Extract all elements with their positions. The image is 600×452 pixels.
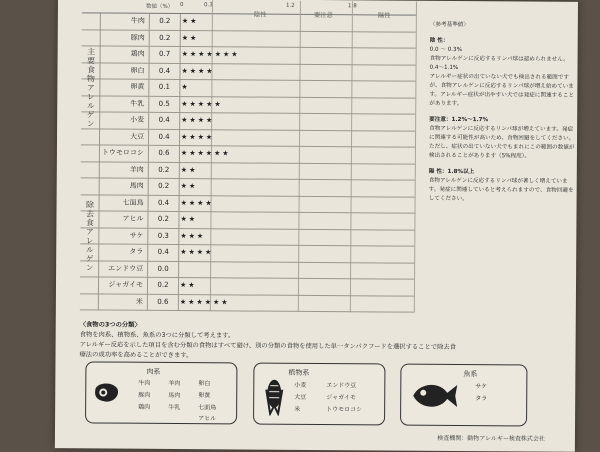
fish-icon <box>409 379 459 413</box>
star-rating: ★★ <box>181 33 199 42</box>
food-value: 0.3 <box>148 228 179 244</box>
groups-description <box>79 320 559 363</box>
food-name: 馬肉 <box>99 178 149 194</box>
group-item: 馬肉 <box>168 391 181 400</box>
food-name: 豚肉 <box>100 30 150 46</box>
caution-heading: 要注意：1.2%〜1.7% <box>429 116 489 124</box>
tick-label: 1.8 <box>347 3 357 10</box>
star-rating: ★ <box>181 83 190 92</box>
food-name: 羊肉 <box>99 162 149 178</box>
star-rating: ★★★★★★ <box>180 149 231 158</box>
star-rating: ★★★★ <box>181 66 215 75</box>
food-value: 0.4 <box>149 113 180 129</box>
food-name: サケ <box>98 228 148 244</box>
star-rating: ★★ <box>180 165 198 174</box>
groups-title: 〈食物の3つの分類〉 <box>79 321 141 329</box>
meat-icon <box>92 380 120 404</box>
negative-heading: 陰 性： <box>429 37 449 44</box>
negative-text-2: アレルギー症状の出ていない犬でも検出される範囲ですが、食物アレルゲンに反応するリンパ球が増え始めています。アレルギー症状が出やすい犬では発症に関連することがあります。 <box>429 73 574 108</box>
group-item: 卵黄 <box>198 392 211 400</box>
food-name: 米 <box>98 294 148 310</box>
food-value: 0.4 <box>149 195 180 211</box>
star-rating: ★★★★★★ <box>179 297 230 306</box>
food-value: 0.0 <box>148 261 179 277</box>
category-label: 主要食物アレルゲン <box>86 47 96 129</box>
food-name: タラ <box>98 244 148 260</box>
group-item: タラ <box>475 395 488 403</box>
star-rating <box>180 262 410 279</box>
food-name: 七面鳥 <box>99 195 149 211</box>
food-value: 0.5 <box>149 96 180 112</box>
food-name: 大豆 <box>99 129 149 145</box>
food-name: アヒル <box>98 211 148 227</box>
tick-label: 0.3 <box>203 2 213 9</box>
food-value: 0.7 <box>150 47 181 63</box>
food-value: 0.2 <box>150 14 181 30</box>
groups-line-2: アレルギー反応を示した項目を含む分類の食物はすべて避け、別の分類の食物を使用した単一タンパクフードを選択することで除去食 <box>79 341 457 351</box>
star-rating: ★★★★ <box>181 116 215 125</box>
meat-group-box <box>85 361 237 424</box>
tick-label: 0 <box>179 2 184 9</box>
food-name: 卵白 <box>99 63 149 79</box>
food-value: 0.4 <box>149 129 180 145</box>
allergen-table <box>80 12 416 312</box>
food-name: 牛肉 <box>100 13 150 29</box>
star-rating: ★★★★ <box>180 198 214 207</box>
group-item: ジャガイモ <box>326 394 356 402</box>
food-value: 0.4 <box>148 245 179 261</box>
negative-text: 食物アレルゲンに反応するリンパ球は認められません。 <box>429 55 569 63</box>
category-label: 除去食アレルゲン <box>85 200 95 273</box>
group-item: 豚肉 <box>138 391 151 399</box>
negative-range: 0.0 〜 0.3% <box>429 46 462 54</box>
group-item: 牛肉 <box>138 379 151 387</box>
food-value: 0.4 <box>149 63 180 79</box>
food-value: 0.6 <box>148 294 179 310</box>
food-value: 0.1 <box>149 80 180 96</box>
group-item: アヒル <box>198 415 217 423</box>
star-rating: ★★★ <box>180 231 206 240</box>
group-item: サケ <box>475 383 488 391</box>
positive-text: 食物アレルゲンに反応するリンパ球が著しく増えています。発症に関連していると考えられますので、食物回避をしてください。 <box>428 177 574 203</box>
group-item: 小麦 <box>294 381 307 389</box>
star-rating: ★★★★★★★ <box>181 50 240 59</box>
food-value: 0.2 <box>150 30 181 46</box>
corn-icon <box>262 376 286 416</box>
caution-level-label: 要注意 <box>313 11 333 20</box>
food-name: 牛乳 <box>99 96 149 112</box>
food-name: ジャガイモ <box>98 277 148 293</box>
reference-panel <box>429 21 578 205</box>
group-item: トウモロコシ <box>326 406 363 414</box>
star-rating: ★★★★ <box>180 248 214 257</box>
reference-title: 〈参考基準値〉 <box>429 21 470 29</box>
star-rating: ★★ <box>180 182 198 191</box>
caution-text: 食物アレルゲンに反応するリンパ球が増えています。発症に関連する可能性が高いため、食物回避をしてください。ただし、症状の出ていない犬でもまれにこの範囲の数値が検出されることがあります（5%程度）。 <box>428 125 575 160</box>
group-item: 七面鳥 <box>198 404 217 412</box>
footer-lab-name: 検査機関：動物アレルギー検査株式会社 <box>437 434 545 443</box>
food-value: 0.2 <box>148 212 179 228</box>
star-rating: ★★★★★ <box>181 99 223 108</box>
fish-group-title: 魚系 <box>463 370 478 379</box>
food-name: 卵黄 <box>99 79 149 95</box>
food-value: 0.2 <box>149 162 180 178</box>
plant-group-box <box>253 363 385 426</box>
group-item: エンドウ豆 <box>326 382 357 390</box>
negative-level-label: 陰性 <box>253 11 267 19</box>
plant-group-title: 植物系 <box>288 368 310 377</box>
star-rating: ★★ <box>179 281 197 290</box>
positive-heading: 陽 性：1.8%以上 <box>428 168 475 176</box>
group-item: 鶏肉 <box>138 403 151 411</box>
group-item: 卵白 <box>198 380 211 388</box>
group-item: 羊肉 <box>168 379 181 388</box>
food-name: エンドウ豆 <box>98 261 148 277</box>
tick-label: 1.2 <box>285 2 295 9</box>
groups-line-1: 食物を肉系、植物系、魚系の3つに分類して考えます。 <box>79 331 235 340</box>
food-value: 0.2 <box>149 179 180 195</box>
meat-group-title: 肉系 <box>146 367 161 376</box>
report-sheet <box>55 0 578 452</box>
group-item: 米 <box>294 405 301 413</box>
table-row <box>80 294 414 313</box>
group-item: 牛乳 <box>168 403 181 412</box>
food-name: トウモロコシ <box>99 145 149 161</box>
food-value: 0.6 <box>149 146 180 162</box>
star-rating: ★★ <box>180 215 198 224</box>
star-rating: ★★ <box>181 17 199 26</box>
fish-group-box <box>400 364 527 427</box>
groups-line-3: 療法の成功率を高めることができます。 <box>79 351 193 360</box>
food-value: 0.2 <box>148 278 179 294</box>
positive-level-label: 陽性 <box>377 12 391 20</box>
food-name: 小麦 <box>99 112 149 128</box>
group-item: 大豆 <box>294 393 307 401</box>
negative-range-2: 0.4〜1.1% <box>429 64 459 71</box>
star-rating: ★★★★ <box>181 132 215 141</box>
food-name: 鶏肉 <box>100 46 150 62</box>
value-column-header: 数値（%） <box>145 3 174 10</box>
